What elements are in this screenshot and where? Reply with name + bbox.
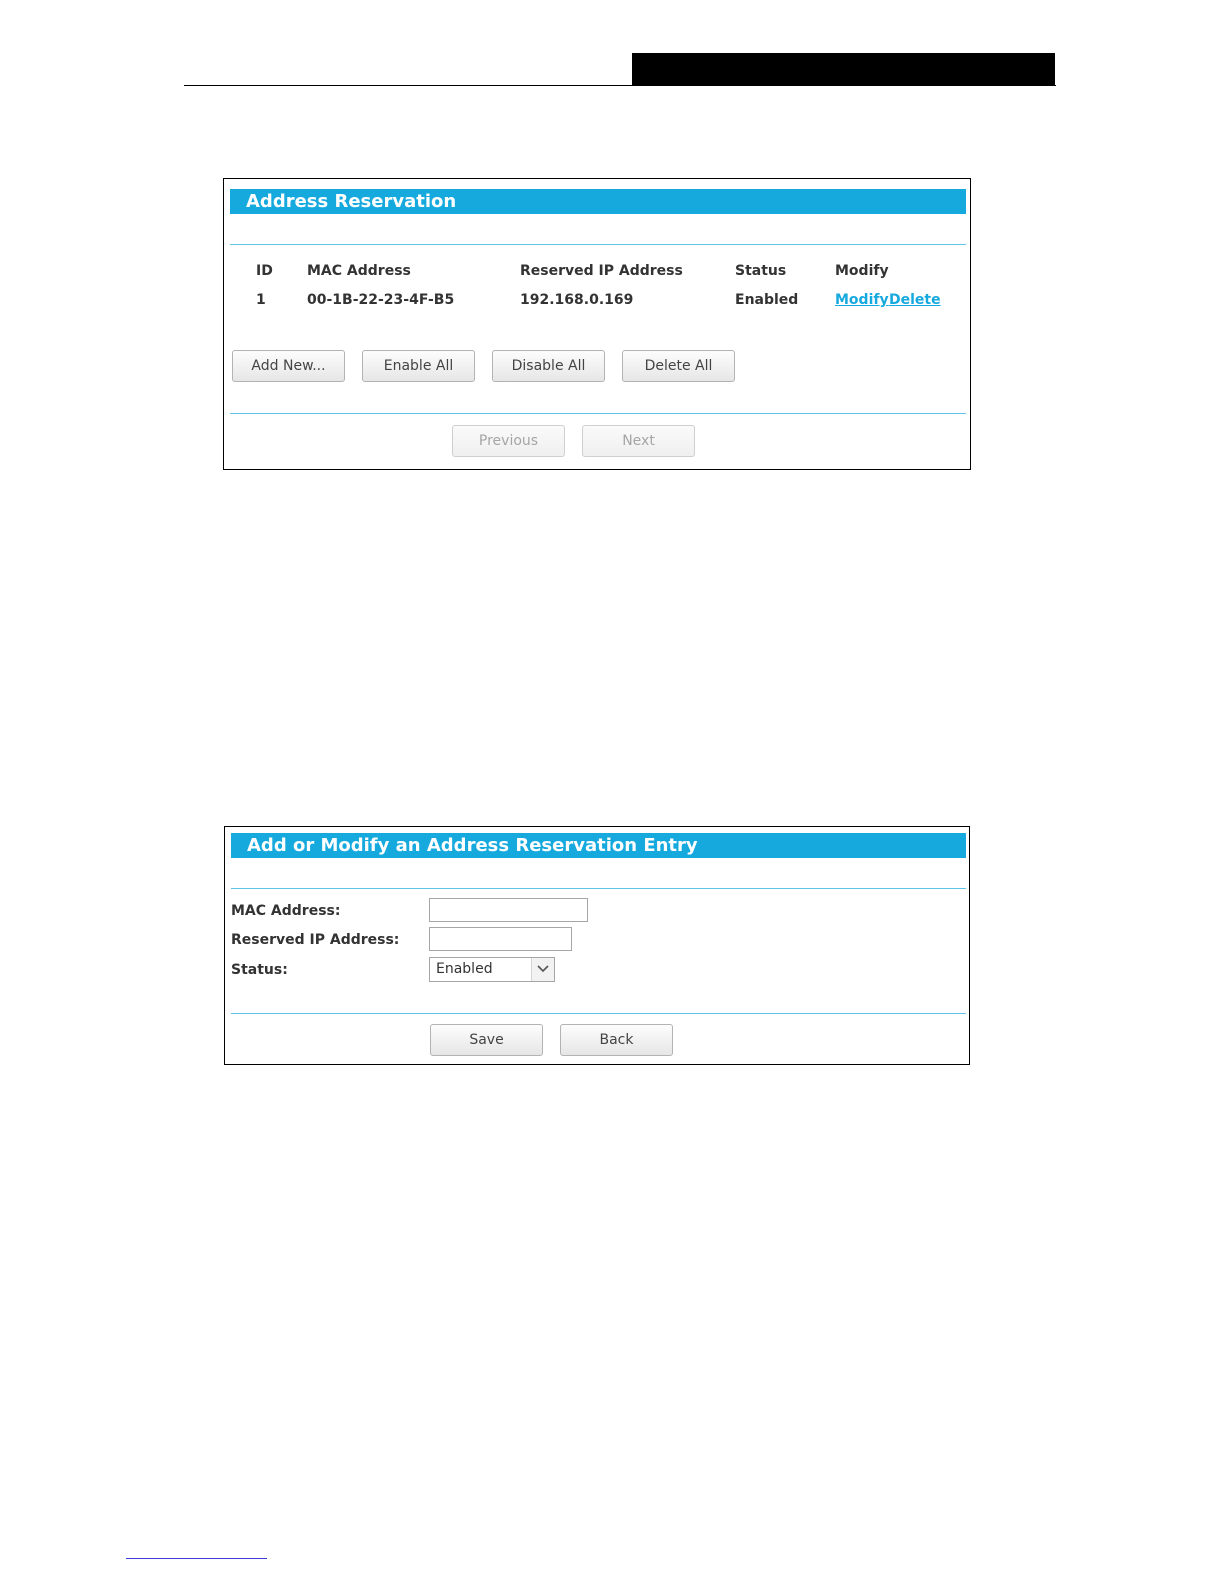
title-divider [231,888,966,889]
column-header-modify: Modify [835,263,889,279]
back-button[interactable]: Back [560,1024,673,1056]
panel-title: Add or Modify an Address Reservation Entry [231,833,966,858]
add-new-button[interactable]: Add New... [232,350,345,382]
row-reserved-ip: 192.168.0.169 [520,292,634,308]
footer-divider [230,413,966,414]
reserved-ip-input[interactable] [429,927,572,951]
delete-link[interactable]: Delete [889,292,941,308]
disable-all-button[interactable]: Disable All [492,350,605,382]
column-header-id: ID [256,263,273,279]
row-mac-address: 00-1B-22-23-4F-B5 [307,292,455,308]
row-id: 1 [256,292,266,308]
status-select[interactable] [429,957,555,982]
status-selected-value: Enabled [436,961,493,977]
column-header-ip: Reserved IP Address [520,263,683,279]
previous-button[interactable]: Previous [452,425,565,457]
title-divider [230,244,966,245]
save-button[interactable]: Save [430,1024,543,1056]
page-header-block [632,53,1055,86]
footer-divider [231,1013,966,1014]
column-header-status: Status [735,263,787,279]
delete-all-button[interactable]: Delete All [622,350,735,382]
modify-link[interactable]: Modify [835,292,889,308]
row-status: Enabled [735,292,799,308]
mac-address-input[interactable] [429,898,588,922]
reserved-ip-label: Reserved IP Address: [231,932,400,948]
mac-address-label: MAC Address: [231,903,341,919]
address-reservation-panel [223,178,971,470]
next-button[interactable]: Next [582,425,695,457]
enable-all-button[interactable]: Enable All [362,350,475,382]
page-footer-rule [126,1558,267,1559]
chevron-down-icon [531,958,554,981]
column-header-mac: MAC Address [307,263,411,279]
panel-title: Address Reservation [230,189,966,214]
status-label: Status: [231,962,288,978]
reservation-entry-panel [224,826,970,1065]
